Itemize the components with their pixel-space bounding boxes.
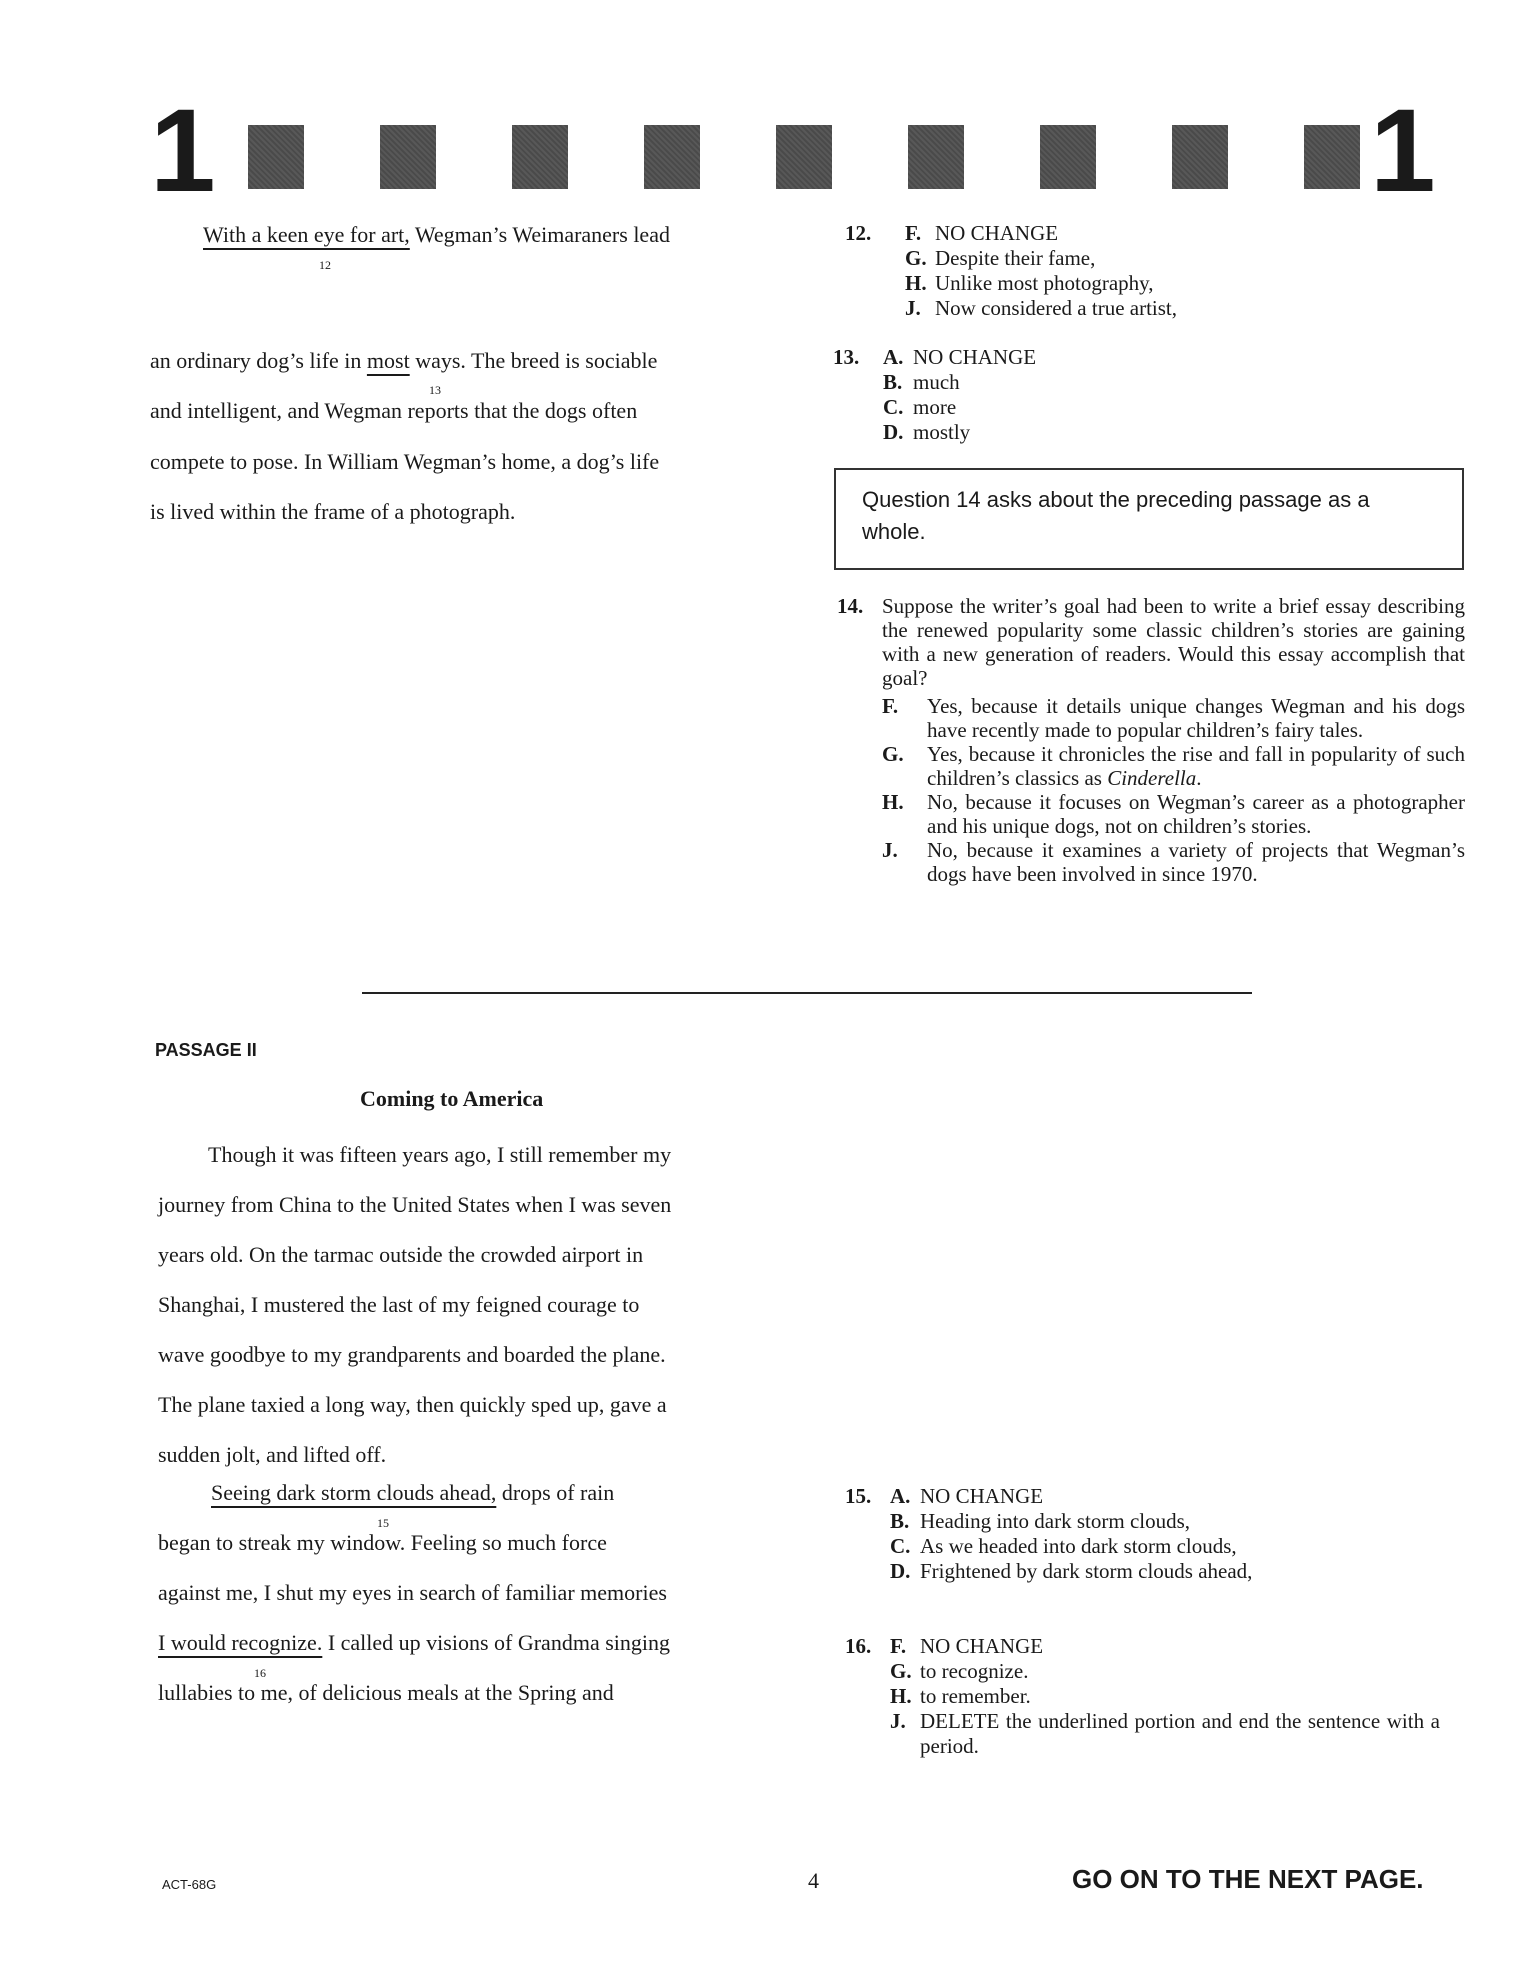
question-13: [833, 345, 1233, 445]
option-f[interactable]: F. NO CHANGE: [890, 1634, 1044, 1658]
header-square: [1304, 125, 1360, 189]
underline-number-12: 12: [319, 258, 331, 272]
option-j[interactable]: J. Now considered a true artist,: [905, 296, 1178, 320]
option-a[interactable]: A. NO CHANGE: [890, 1484, 1044, 1508]
underline-number-16: 16: [254, 1666, 266, 1680]
question-16: [845, 1634, 1475, 1759]
passage-line: is lived within the frame of a photograph.: [150, 499, 516, 524]
question-14: [837, 594, 1465, 886]
go-on-next-page: GO ON TO THE NEXT PAGE.: [1072, 1864, 1424, 1894]
option-c[interactable]: C. more: [883, 395, 957, 419]
option-f[interactable]: F. Yes, because it details unique changes Wegman and his dogs have recently made to popular children’s fairy tales.: [882, 694, 1465, 742]
header-square: [248, 125, 304, 189]
option-h[interactable]: H. No, because it focuses on Wegman’s career as a photographer and his unique dogs, not on children’s stories.: [882, 790, 1465, 838]
question-number: 16.: [845, 1634, 872, 1658]
header-square: [1040, 125, 1096, 189]
question-14-stem: Suppose the writer’s goal had been to write a brief essay describing the renewed popularity some classic children’s stories are gaining with a new generation of readers. Would this essay accomplish that goal?: [882, 594, 1465, 690]
form-code: ACT-68G: [162, 1877, 217, 1892]
passage-line: and intelligent, and Wegman reports that the dogs often: [150, 398, 638, 423]
section-number-left: 1: [150, 85, 212, 217]
passage-line: an ordinary dog’s life in most ways. The breed is sociable: [150, 348, 658, 373]
passage-title: Coming to America: [360, 1086, 544, 1111]
option-c[interactable]: C. As we headed into dark storm clouds,: [890, 1534, 1237, 1558]
question-12: [845, 221, 1245, 321]
underlined-portion-16: I would recognize.: [158, 1630, 323, 1655]
underlined-portion-12: With a keen eye for art,: [203, 222, 410, 247]
option-h[interactable]: H. Unlike most photography,: [905, 271, 1154, 295]
question-15: [845, 1484, 1345, 1584]
underlined-portion-15: Seeing dark storm clouds ahead,: [211, 1480, 497, 1505]
passage-line: Seeing dark storm clouds ahead, drops of rain: [211, 1480, 615, 1505]
header-square: [380, 125, 436, 189]
option-b[interactable]: B. Heading into dark storm clouds,: [890, 1509, 1191, 1533]
passage-line: began to streak my window. Feeling so much force: [158, 1530, 607, 1555]
question-14-options: [882, 694, 1465, 886]
option-j[interactable]: J. No, because it examines a variety of projects that Wegman’s dogs have been involved in since 1970.: [882, 838, 1465, 886]
header-square: [1172, 125, 1228, 189]
section-number-right: 1: [1370, 85, 1432, 217]
passage-line: compete to pose. In William Wegman’s home, a dog’s life: [150, 449, 660, 474]
passage-line: lullabies to me, of delicious meals at the Spring and: [158, 1680, 614, 1705]
underline-number-15: 15: [377, 1516, 389, 1530]
passage-line: against me, I shut my eyes in search of familiar memories: [158, 1580, 667, 1605]
question-number: 12.: [845, 221, 872, 245]
underline-number-13: 13: [429, 383, 441, 397]
passage-2-paragraph-1: Though it was fifteen years ago, I still remember my journey from China to the United States when I was seven years old. On the tarmac outside the crowded airport in Shanghai, I mustered the last of my feigned courage to wave goodbye to my grandparents and boarded the plane. The plane taxied a long way, then quickly sped up, gave a sudden jolt, and lifted off.: [158, 1142, 672, 1467]
passage-divider: [362, 992, 1252, 994]
question-number: 14.: [837, 594, 864, 618]
question-number: 15.: [845, 1484, 872, 1508]
option-j[interactable]: J. DELETE the underlined portion and end the sentence with a period.: [890, 1709, 1440, 1758]
passage-label: PASSAGE II: [155, 1040, 257, 1060]
option-d[interactable]: D. mostly: [883, 420, 971, 444]
header-square: [644, 125, 700, 189]
option-g[interactable]: G. Yes, because it chronicles the rise and fall in popularity of such children’s classics as Cinderella.: [882, 742, 1465, 790]
option-g[interactable]: G. to recognize.: [890, 1659, 1029, 1683]
page-number: 4: [808, 1868, 819, 1893]
option-f[interactable]: F. NO CHANGE: [905, 221, 1059, 245]
option-a[interactable]: A. NO CHANGE: [883, 345, 1037, 369]
question-14-note-box: Question 14 asks about the preceding passage as a whole.: [834, 468, 1464, 570]
passage-line: With a keen eye for art, Wegman’s Weimaraners lead: [203, 222, 670, 247]
option-g[interactable]: G. Despite their fame,: [905, 246, 1096, 270]
option-b[interactable]: B. much: [883, 370, 960, 394]
header-square: [908, 125, 964, 189]
option-h[interactable]: H. to remember.: [890, 1684, 1031, 1708]
option-d[interactable]: D. Frightened by dark storm clouds ahead,: [890, 1559, 1253, 1583]
header-square: [512, 125, 568, 189]
header-square: [776, 125, 832, 189]
underlined-portion-13: most: [366, 348, 410, 373]
question-number: 13.: [833, 345, 860, 369]
passage-line: I would recognize. I called up visions of Grandma singing: [158, 1630, 670, 1655]
